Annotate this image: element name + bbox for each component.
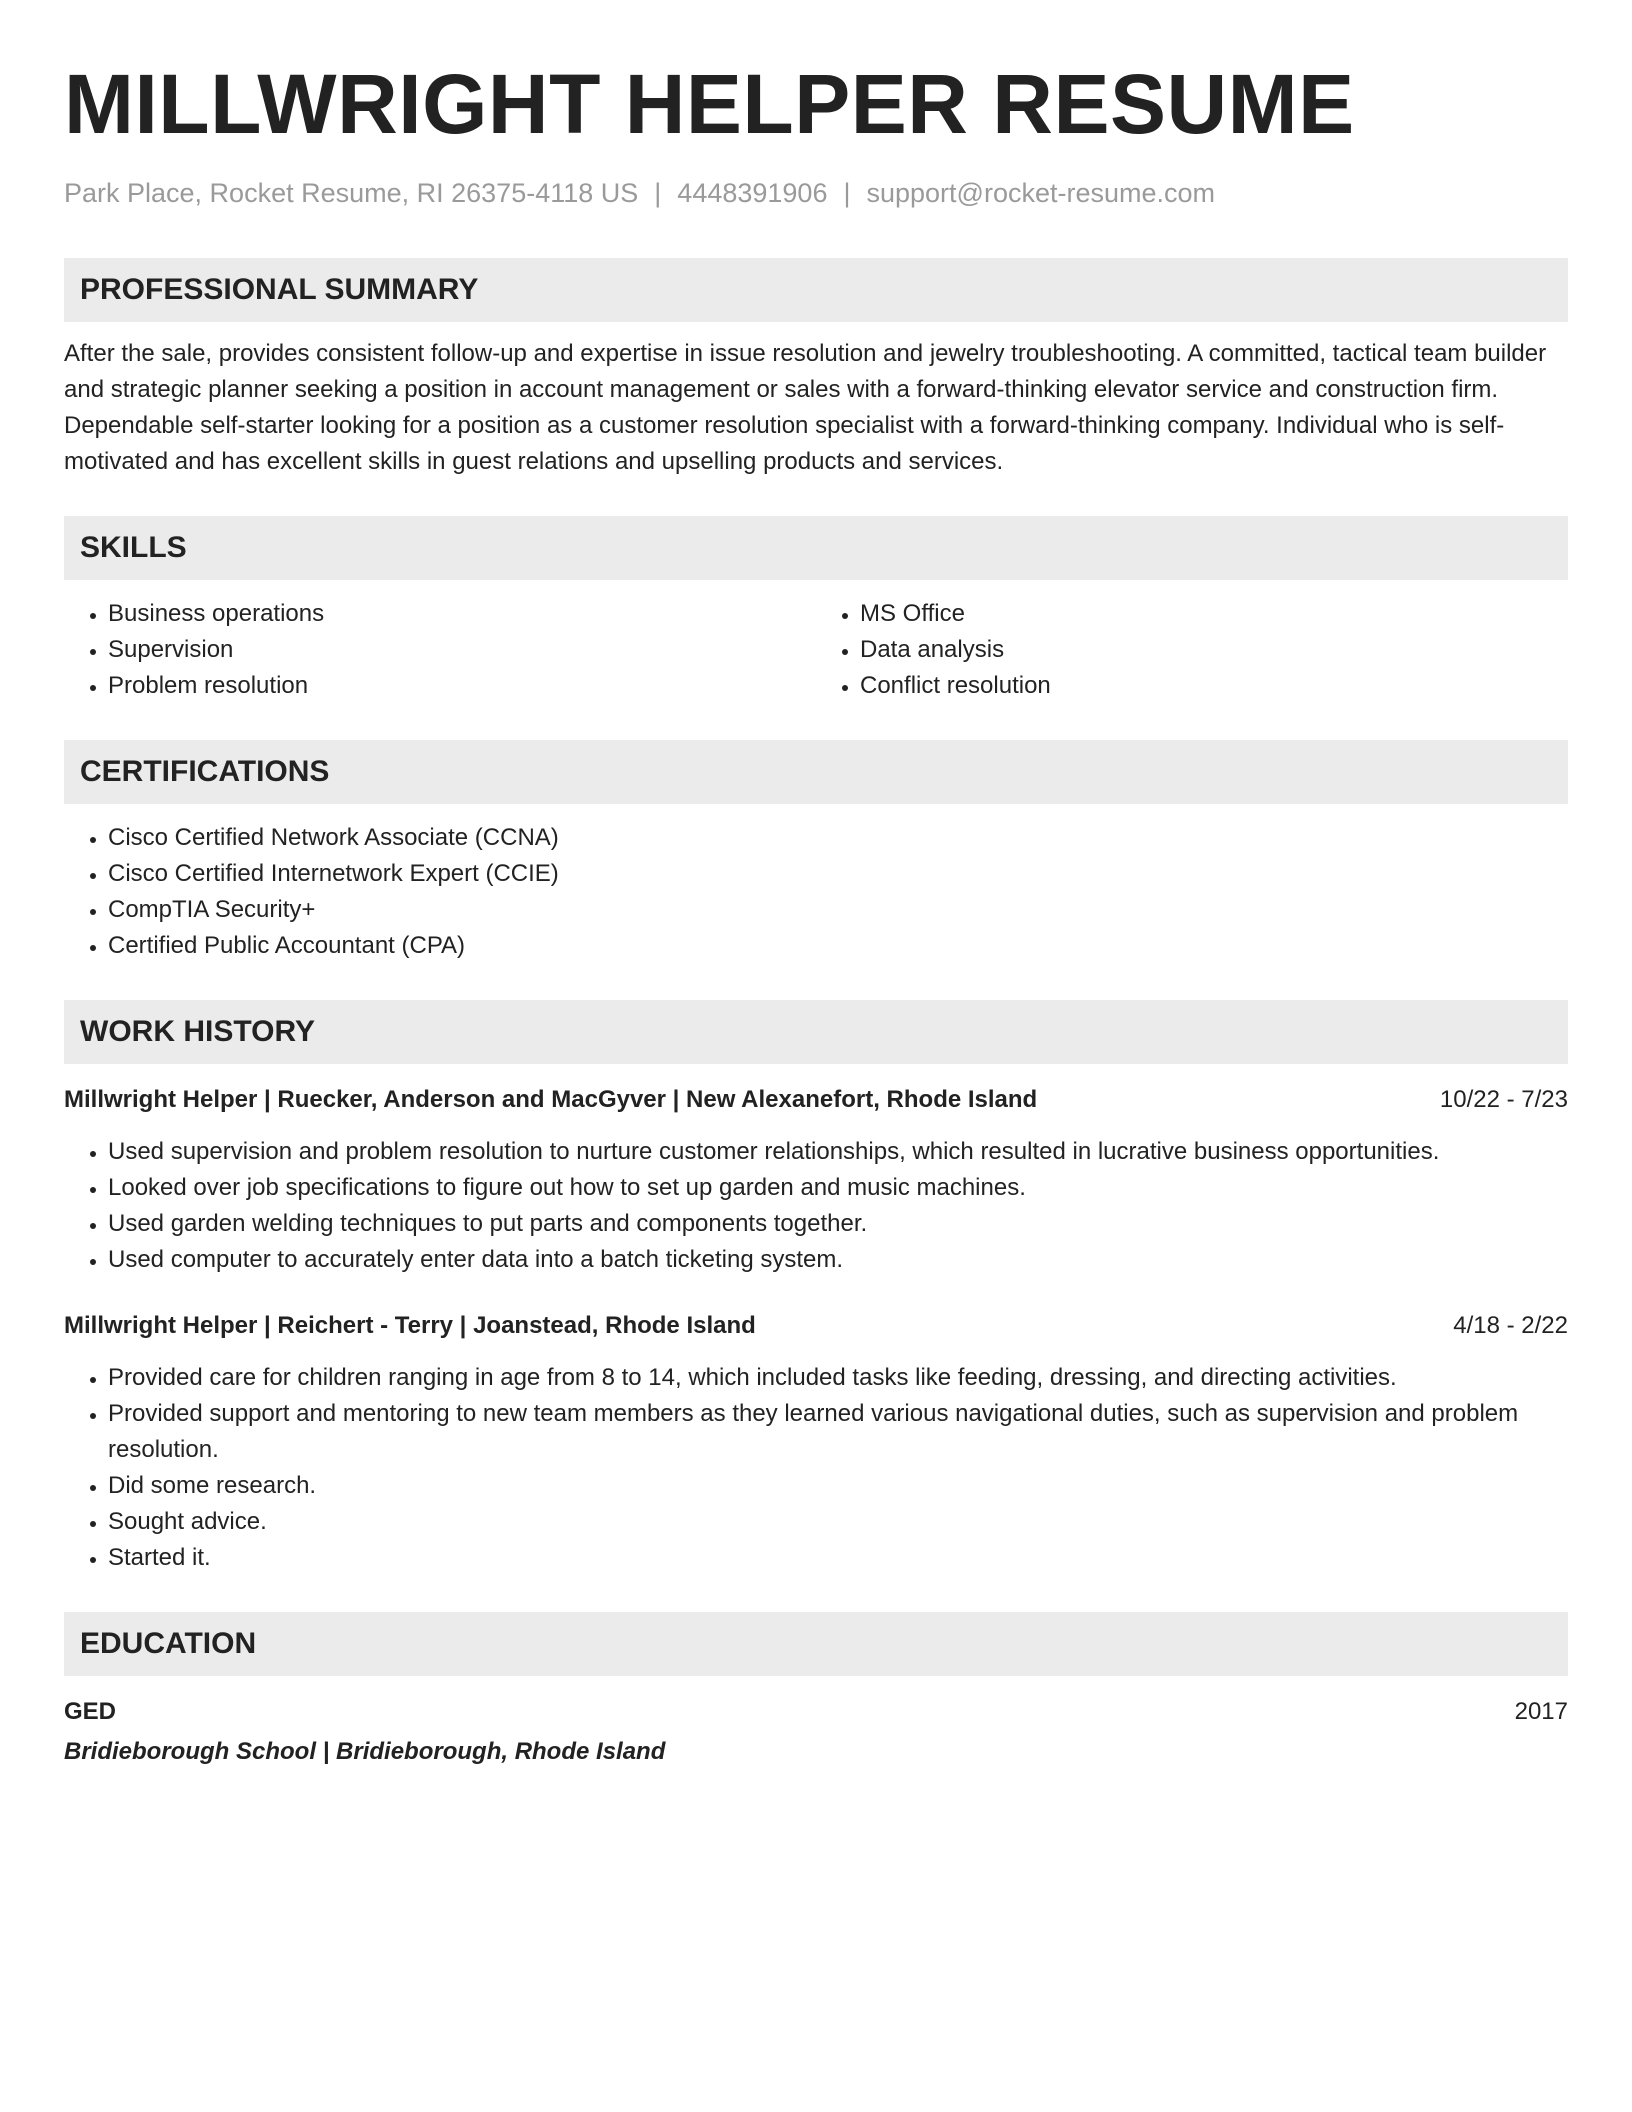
job-bullet: • Did some research. bbox=[108, 1468, 1568, 1504]
contact-separator: | bbox=[654, 178, 662, 208]
resume-title: MILLWRIGHT HELPER RESUME bbox=[64, 57, 1355, 151]
job-bullet: • Sought advice. bbox=[108, 1504, 1568, 1540]
certification-item: • Cisco Certified Internetwork Expert (CCIE) bbox=[108, 856, 1568, 892]
job-bullet: • Used computer to accurately enter data into a batch ticketing system. bbox=[108, 1242, 1568, 1278]
contact-phone: 4448391906 bbox=[677, 178, 828, 208]
skill-item: • Conflict resolution bbox=[860, 668, 1568, 704]
skill-item: • MS Office bbox=[860, 596, 1568, 632]
skills-list bbox=[64, 596, 1568, 704]
contact-separator: | bbox=[843, 178, 851, 208]
section-heading-skills: SKILLS bbox=[64, 516, 1568, 580]
job-bullet: • Used garden welding techniques to put parts and components together. bbox=[108, 1206, 1568, 1242]
education-school: Bridieborough School | Bridieborough, Rhode Island bbox=[64, 1738, 666, 1765]
summary-text: After the sale, provides consistent follow-up and expertise in issue resolution and jewelry troubleshooting. A committed, tactical team builder and strategic planner seeking a position in account management or sales with a forward-thinking elevator service and construction firm. Dependable self-starter looking for a position as a customer resolution specialist with a forward-thinking company. Individual who is self-motivated and has excellent skills in guest relations and upselling products and services. bbox=[64, 340, 1547, 475]
skills-column-right bbox=[816, 596, 1568, 704]
education-degree: GED bbox=[64, 1698, 117, 1725]
section-heading-summary: PROFESSIONAL SUMMARY bbox=[64, 258, 1568, 322]
contact-address: Park Place, Rocket Resume, RI 26375-4118 US bbox=[64, 178, 639, 208]
section-heading-work-history: WORK HISTORY bbox=[64, 1000, 1568, 1064]
job-title: Millwright Helper | Reichert - Terry | Joanstead, Rhode Island bbox=[64, 1312, 756, 1339]
job-entry bbox=[64, 1082, 1568, 1278]
job-bullet: • Looked over job specifications to figure out how to set up garden and music machines. bbox=[108, 1170, 1568, 1206]
skill-item: • Supervision bbox=[108, 632, 816, 668]
certification-item: • Certified Public Accountant (CPA) bbox=[108, 928, 1568, 964]
job-bullet: • Provided care for children ranging in age from 8 to 14, which included tasks like feeding, dressing, and directing activities. bbox=[108, 1360, 1568, 1396]
job-bullet: • Started it. bbox=[108, 1540, 1568, 1576]
certification-item: • CompTIA Security+ bbox=[108, 892, 1568, 928]
section-heading-education: EDUCATION bbox=[64, 1612, 1568, 1676]
job-title: Millwright Helper | Ruecker, Anderson and MacGyver | New Alexanefort, Rhode Island bbox=[64, 1086, 1038, 1113]
job-dates: 10/22 - 7/23 bbox=[1439, 1086, 1568, 1113]
certifications-list bbox=[64, 820, 1568, 964]
job-bullet: • Used supervision and problem resolution to nurture customer relationships, which resulted in lucrative business opportunities. bbox=[108, 1134, 1568, 1170]
contact-email: support@rocket-resume.com bbox=[866, 178, 1216, 208]
skills-column-left bbox=[64, 596, 816, 704]
skill-item: • Data analysis bbox=[860, 632, 1568, 668]
skill-item: • Business operations bbox=[108, 596, 816, 632]
job-dates: 4/18 - 2/22 bbox=[1453, 1312, 1568, 1339]
job-bullet: • Provided support and mentoring to new team members as they learned various navigational duties, such as supervision and problem resolution. bbox=[108, 1396, 1568, 1468]
job-entry bbox=[64, 1308, 1568, 1576]
contact-line bbox=[64, 176, 1568, 210]
skill-item: • Problem resolution bbox=[108, 668, 816, 704]
education-entry bbox=[64, 1694, 1568, 1770]
section-heading-certifications: CERTIFICATIONS bbox=[64, 740, 1568, 804]
education-year: 2017 bbox=[1514, 1698, 1568, 1725]
certification-item: • Cisco Certified Network Associate (CCNA) bbox=[108, 820, 1568, 856]
